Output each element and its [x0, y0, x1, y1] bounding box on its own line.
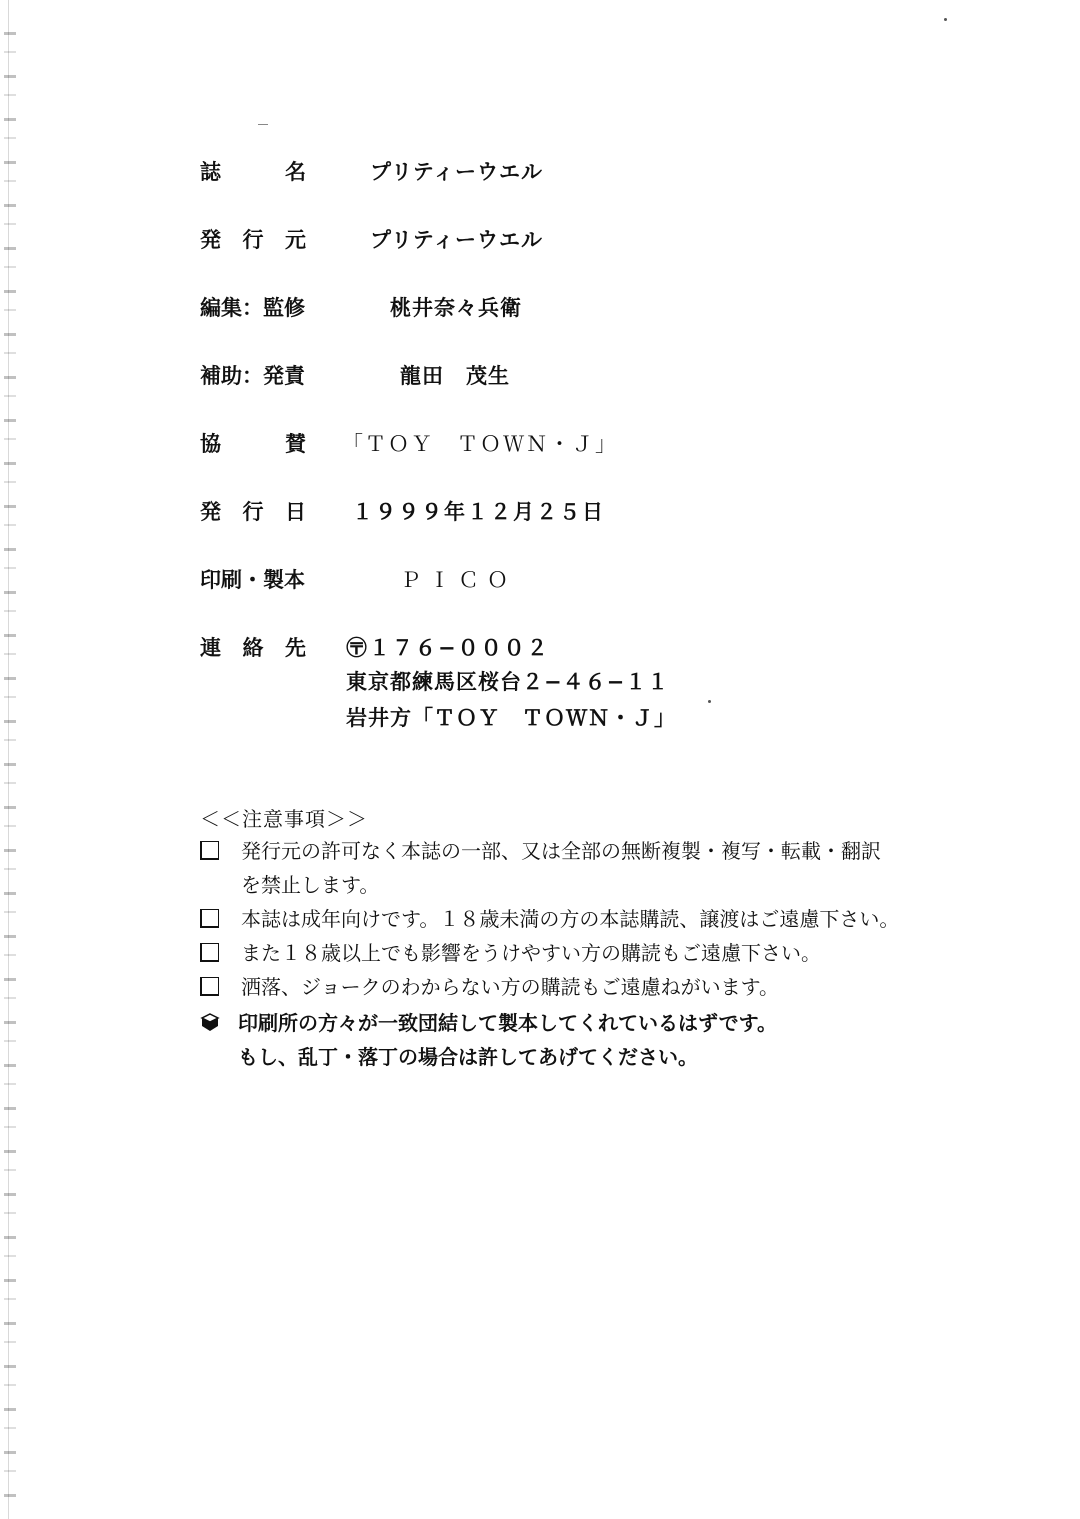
note-item [200, 1006, 777, 1074]
scan-mark [258, 124, 268, 125]
printer-name: ＰＩＣＯ [400, 568, 516, 592]
colophon-row-assistant [200, 357, 510, 393]
colophon-row-date [200, 493, 605, 529]
label-char: 行 [242, 228, 264, 252]
note-item [200, 936, 821, 970]
label-text: 補助：発責 [200, 364, 305, 388]
note-line: 発行元の許可なく本誌の一部、又は全部の無断複製・複写・転載・翻訳 [241, 839, 881, 863]
publisher-name: プリティーウエル [370, 228, 544, 252]
publish-date: １９９９年１２月２５日 [352, 500, 605, 524]
editor-name: 桃井奈々兵衛 [390, 296, 522, 320]
note-item [200, 834, 881, 902]
label-char: 元 [285, 228, 306, 252]
address-street: 東京都練馬区桜台２−４６−１１ [346, 670, 670, 694]
note-item [200, 970, 779, 1004]
checkbox-icon [200, 841, 219, 860]
sponsor-name: 「ＴＯＹ ＴＯＷＮ・Ｊ」 [342, 432, 618, 456]
cube-icon [200, 1012, 220, 1032]
label-char: 協 [200, 432, 221, 456]
checkbox-icon [200, 909, 219, 928]
scan-speck [944, 18, 947, 21]
checkbox-icon [200, 943, 219, 962]
label-char: 日 [285, 500, 306, 524]
label-char: 発 [200, 228, 221, 252]
colophon-row-printer [200, 561, 516, 597]
label-char: 賛 [285, 432, 306, 456]
colophon-row-editor [200, 289, 522, 325]
label-text: 編集：監修 [200, 296, 305, 320]
label-char: 行 [242, 500, 264, 524]
scan-speck [708, 700, 711, 703]
note-line: 印刷所の方々が一致団結して製本してくれているはずです。 [238, 1011, 777, 1035]
note-line: もし、乱丁・落丁の場合は許してあげてください。 [238, 1045, 698, 1069]
colophon-row-contact [200, 629, 550, 665]
label-char: 絡 [242, 636, 264, 660]
note-line: を禁止します。 [241, 873, 380, 897]
label-char: 発 [200, 500, 221, 524]
notes-title: ＜＜注意事項＞＞ [200, 807, 368, 831]
note-line: また１８歳以上でも影響をうけやすい方の購読もご遠慮下さい。 [241, 941, 821, 965]
postal-code: 〶１７６−０００２ [346, 636, 550, 660]
label-text: 印刷・製本 [200, 568, 305, 592]
colophon-row-sponsor [200, 425, 618, 461]
colophon-row-title [200, 153, 544, 189]
label-char: 連 [200, 636, 221, 660]
label-char: 先 [285, 636, 306, 660]
checkbox-icon [200, 977, 219, 996]
address-care-of: 岩井方「ＴＯＹ ＴＯＷＮ・Ｊ」 [346, 706, 676, 730]
note-item [200, 902, 899, 936]
label-char: 誌 [200, 160, 221, 184]
scan-edge-line [8, 0, 9, 1519]
label-char: 名 [285, 160, 306, 184]
scan-edge-marks [4, 10, 16, 1510]
note-line: 洒落、ジョークのわからない方の購読もご遠慮ねがいます。 [241, 975, 779, 999]
colophon-row-publisher [200, 221, 544, 257]
note-line: 本誌は成年向けです。１８歳未満の方の本誌購読、譲渡はご遠慮下さい。 [241, 907, 900, 931]
magazine-name: プリティーウエル [370, 160, 544, 184]
assistant-name: 龍田 茂生 [400, 364, 510, 388]
